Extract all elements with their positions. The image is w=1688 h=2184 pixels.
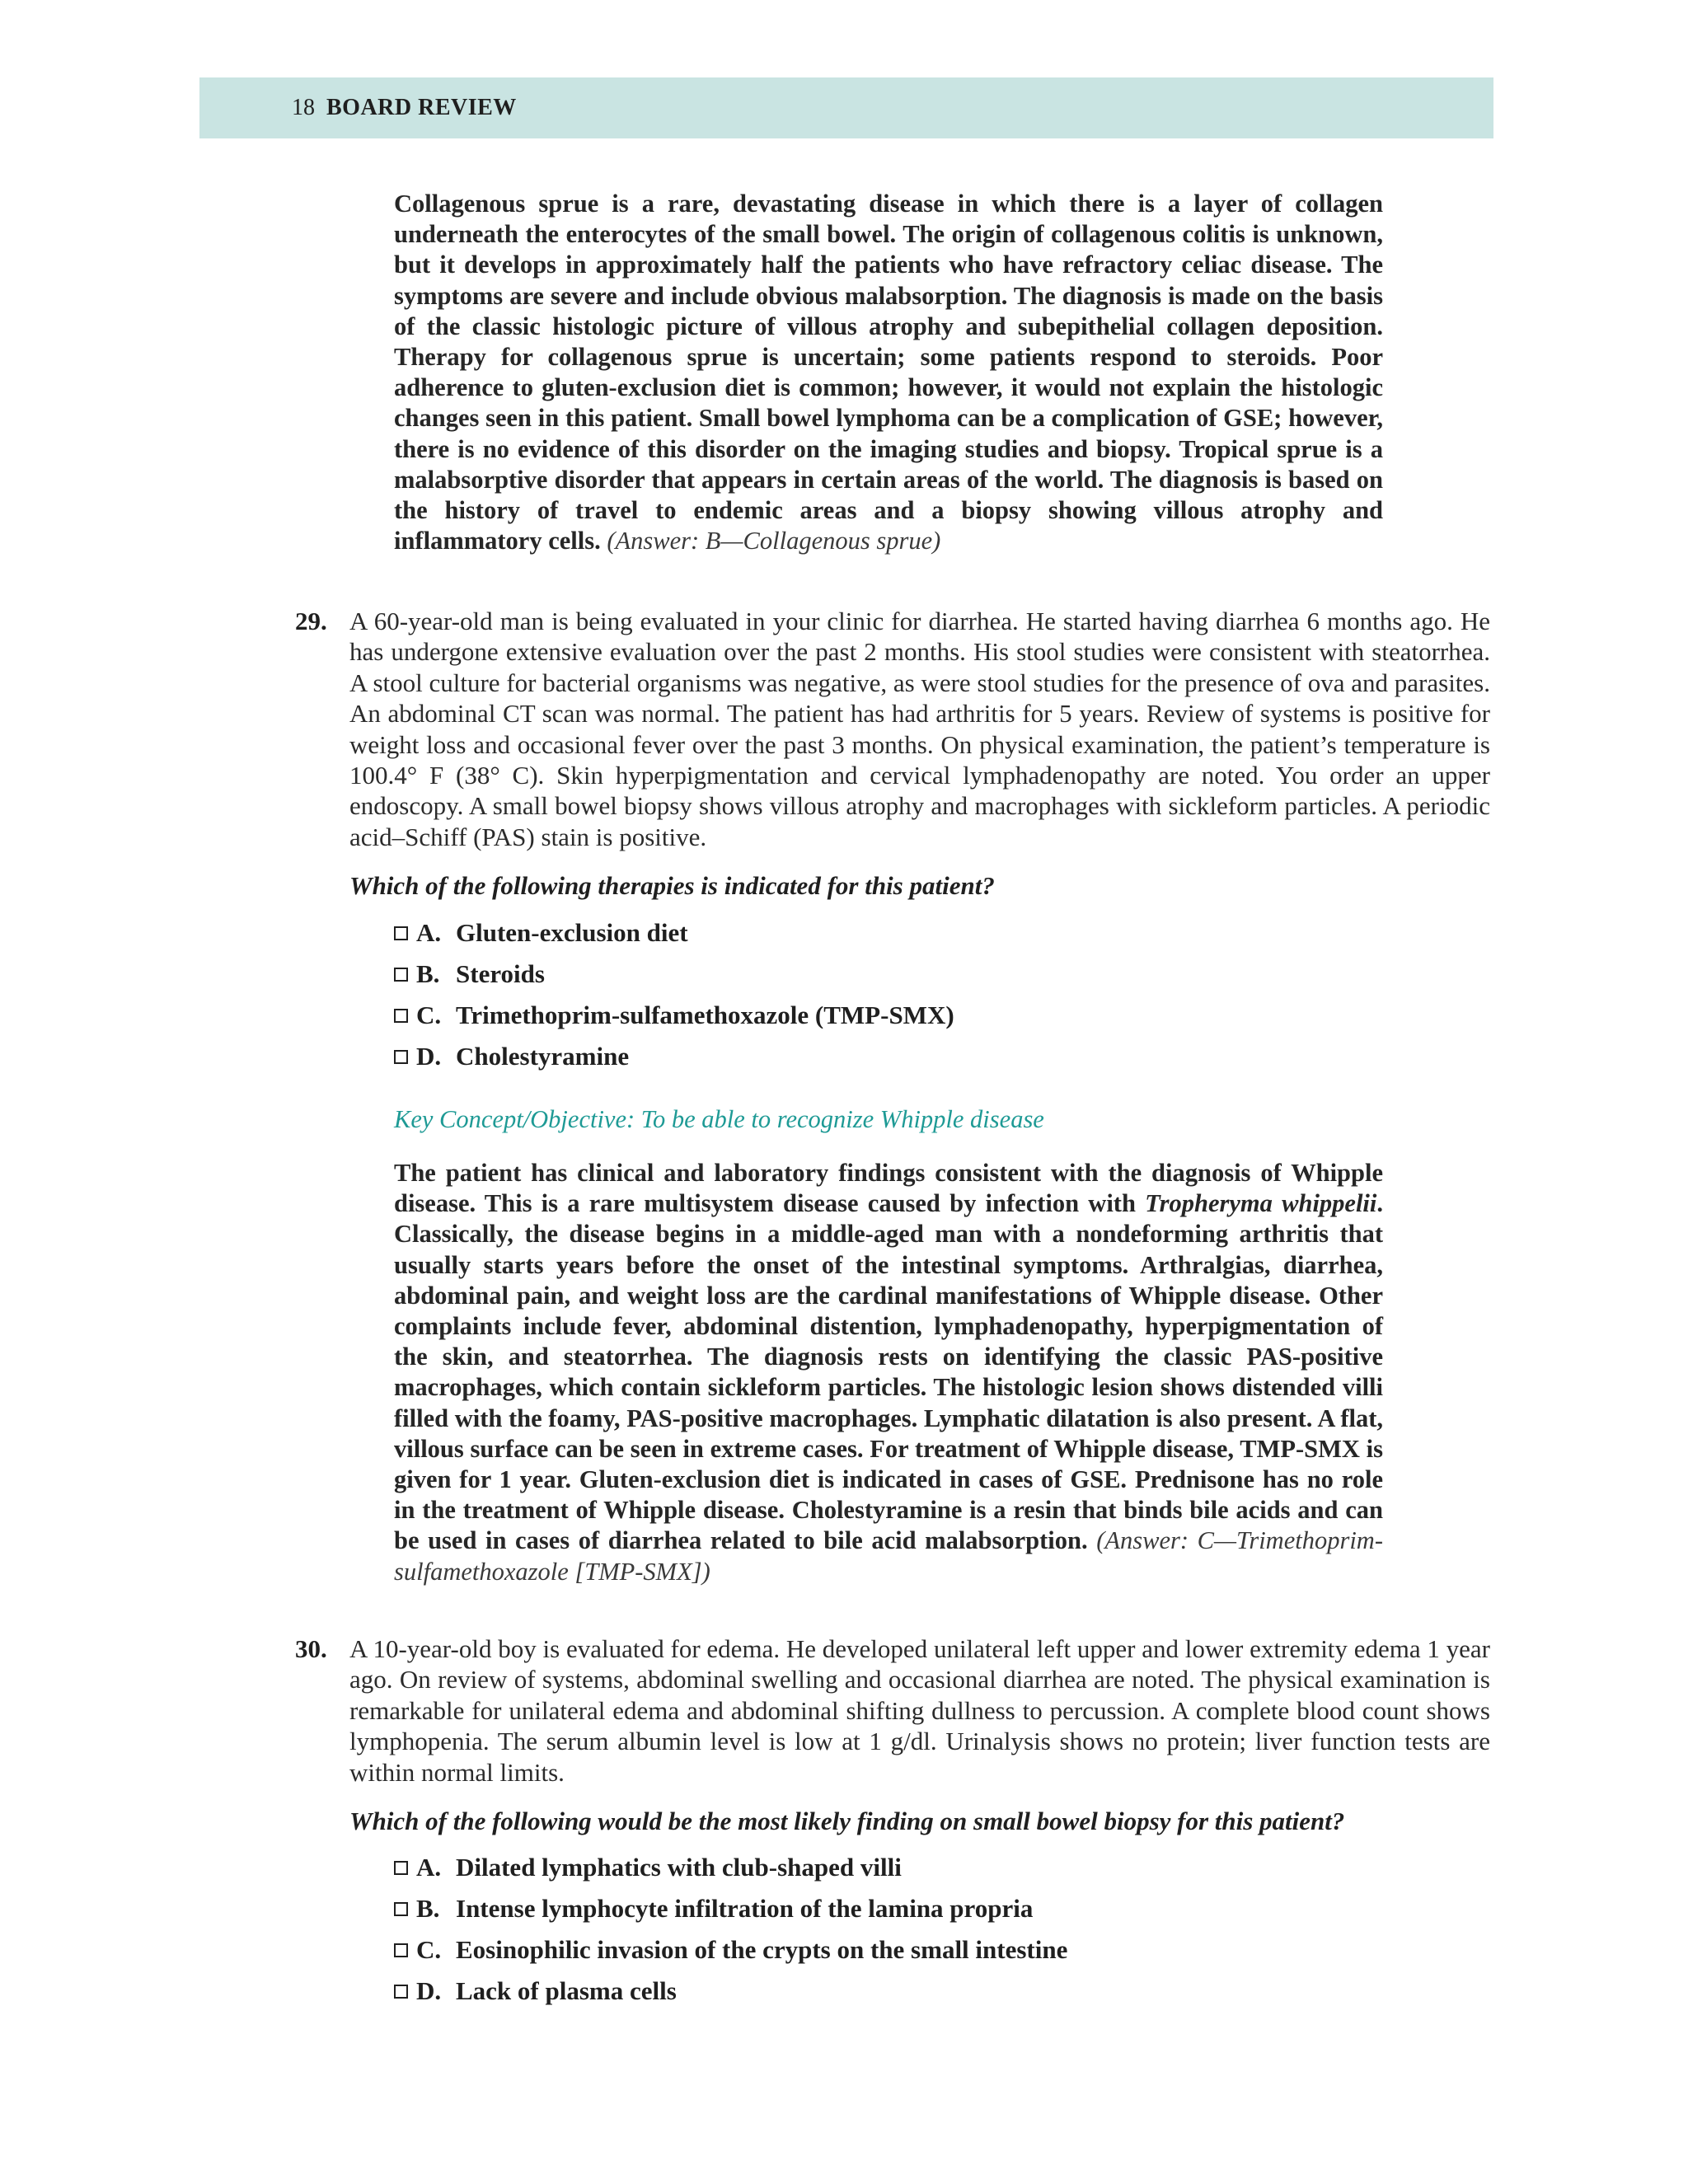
choice-text: Trimethoprim-sulfamethoxazole (TMP-SMX) [456, 1001, 954, 1029]
choice-text: Gluten-exclusion diet [456, 918, 688, 947]
explanation-29 [394, 1158, 1383, 1587]
choice-text: Steroids [456, 959, 545, 988]
choice-text: Lack of plasma cells [456, 1976, 677, 2005]
choice-a[interactable] [394, 1852, 1490, 1893]
question-stem: A 10-year-old boy is evaluated for edema. He developed unilateral left upper and lower extremity edema 1 year ago. On review of systems, abdominal swelling and occasional diarrhea are noted. The physical examination is remarkable for unilateral edema and abdominal shifting dullness to percussion. A complete blood count shows lymphopenia. The serum albumin level is low at 1 g/dl. Urinalysis shows no protein; liver function tests are within normal limits. [349, 1634, 1490, 1787]
choice-list [394, 917, 1490, 1082]
question-29-choices [295, 917, 1490, 1082]
choice-letter: B. [416, 1894, 440, 1923]
choice-a[interactable] [394, 917, 1490, 958]
checkbox-icon[interactable] [394, 1009, 408, 1023]
choice-b[interactable] [394, 1893, 1490, 1934]
explanation-28-answer: (Answer: B—Collagenous sprue) [607, 527, 941, 555]
explanation-29-answer: (Answer: C—Trimethoprim-sulfamethoxazole [TMP-SMX]) [394, 1526, 1383, 1586]
choice-text: Eosinophilic invasion of the crypts on the small intestine [456, 1935, 1068, 1964]
choice-letter: C. [416, 1935, 442, 1964]
choice-c[interactable] [394, 1000, 1490, 1041]
checkbox-icon[interactable] [394, 1902, 408, 1916]
choice-letter: A. [416, 1853, 442, 1882]
checkbox-icon[interactable] [394, 1985, 408, 1999]
key-concept: Key Concept/Objective: To be able to recognize Whipple disease [394, 1105, 1044, 1133]
question-prompt: Which of the following therapies is indicated for this patient? [349, 871, 995, 900]
choice-letter: B. [416, 959, 440, 988]
explanation-29-part1: The patient has clinical and laboratory findings consistent with the diagnosis of Whipple disease. This is a rare multisystem disease caused by infection with [394, 1159, 1383, 1218]
checkbox-icon[interactable] [394, 968, 408, 982]
choice-letter: D. [416, 1976, 442, 2005]
checkbox-icon[interactable] [394, 1943, 408, 1957]
choice-d[interactable] [394, 1975, 1490, 2017]
checkbox-icon[interactable] [394, 1050, 408, 1064]
explanation-29-species: Tropheryma whippelii [1145, 1189, 1377, 1218]
question-stem: A 60-year-old man is being evaluated in your clinic for diarrhea. He started having diarrhea 6 months ago. He has undergone extensive evaluation over the past 2 months. His stool studies were consistent with steatorrhea. A stool culture for bacterial organisms was negative, as were stool studies for the presence of ova and parasites. An abdominal CT scan was normal. The patient has had arthritis for 5 years. Review of systems is positive for weight loss and occasional fever over the past 3 months. On physical examination, the patient’s temperature is 100.4° F (38° C). Skin hyperpigmentation and cervical lymphadenopathy are noted. You order an upper endoscopy. A small bowel biopsy shows villous atrophy and macrophages with sickleform particles. A periodic acid–Schiff (PAS) stain is positive. [349, 607, 1490, 851]
choice-letter: C. [416, 1001, 442, 1029]
choice-d[interactable] [394, 1041, 1490, 1082]
header-text [292, 95, 517, 121]
page-number: 18 [292, 95, 315, 120]
question-prompt: Which of the following would be the most likely finding on small bowel biopsy for this patient? [349, 1807, 1345, 1835]
choice-b[interactable] [394, 958, 1490, 1000]
question-30-prompt-block [295, 1806, 1490, 1836]
choice-letter: A. [416, 918, 442, 947]
question-29 [295, 606, 1490, 852]
question-30-choices [295, 1852, 1490, 2017]
choice-text: Cholestyramine [456, 1042, 630, 1071]
question-number: 30. [295, 1634, 327, 1663]
choice-c[interactable] [394, 1934, 1490, 1975]
explanation-28 [394, 189, 1383, 556]
question-30 [295, 1633, 1490, 1788]
choice-list [394, 1852, 1490, 2017]
explanation-28-body: Collagenous sprue is a rare, devastating disease in which there is a layer of collagen underneath the enterocytes of the small bowel. The origin of collagenous colitis is unknown, but it develops in approximately half the patients who have refractory celiac disease. The symptoms are severe and include obvious malabsorption. The diagnosis is made on the basis of the classic histologic picture of villous atrophy and subepithelial collagen deposition. Therapy for collagenous sprue is uncertain; some patients respond to steroids. Poor adherence to gluten-exclusion diet is common; however, it would not explain the histologic changes seen in this patient. Small bowel lymphoma can be a complication of GSE; however, there is no evidence of this disorder on the imaging studies and biopsy. Tropical sprue is a malabsorptive disorder that appears in certain areas of the world. The diagnosis is based on the history of travel to endemic areas and a biopsy showing villous atrophy and inflammatory cells. [394, 190, 1383, 555]
choice-letter: D. [416, 1042, 442, 1071]
checkbox-icon[interactable] [394, 926, 408, 940]
choice-text: Dilated lymphatics with club-shaped villi [456, 1853, 902, 1882]
question-number: 29. [295, 607, 327, 635]
checkbox-icon[interactable] [394, 1861, 408, 1875]
page-header [199, 77, 1493, 138]
section-title: BOARD REVIEW [326, 95, 517, 120]
question-29-prompt-block [295, 870, 1490, 901]
explanation-29-part2: . Classically, the disease begins in a middle-aged man with a nondeforming arthritis that usually starts years before the onset of the intestinal symptoms. Arthralgias, diarrhea, abdominal pain, and weight loss are the cardinal manifestations of Whipple disease. Other complaints include fever, abdominal distention, lymphadenopathy, hyperpigmentation of the skin, and steatorrhea. The diagnosis rests on identifying the classic PAS-positive macrophages, which contain sickleform particles. The histologic lesion shows distended villi filled with the foamy, PAS-positive macrophages. Lymphatic dilatation is also present. A flat, villous surface can be seen in extreme cases. For treatment of Whipple disease, TMP-SMX is given for 1 year. Gluten-exclusion diet is indicated in cases of GSE. Prednisone has no role in the treatment of Whipple disease. Cholestyramine is a resin that binds bile acids and can be used in cases of diarrhea related to bile acid malabsorption. [394, 1189, 1383, 1555]
choice-text: Intense lymphocyte infiltration of the lamina propria [456, 1894, 1034, 1923]
